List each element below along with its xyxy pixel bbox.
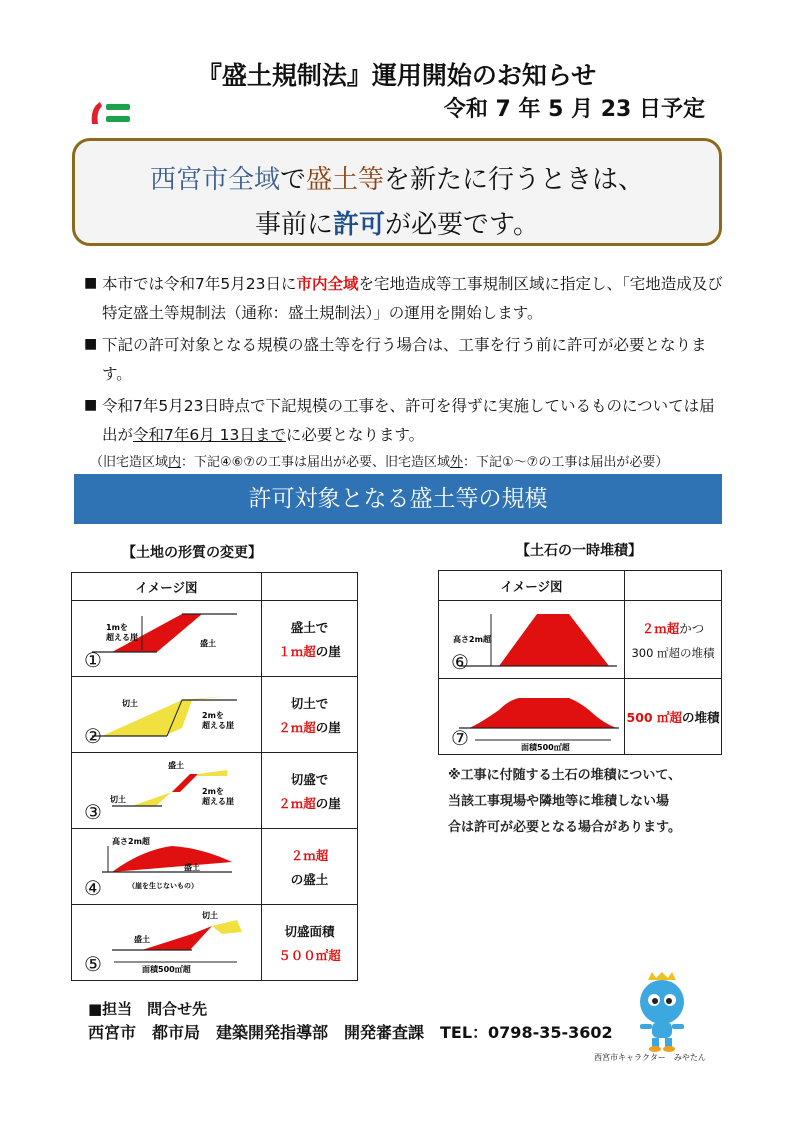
mascot-caption: 西宮市キャラクター みやたん xyxy=(594,1053,706,1062)
desc-cell xyxy=(261,905,357,981)
row-number: ④ xyxy=(84,876,102,900)
img-label: 高さ2m超 xyxy=(112,836,150,846)
img-label: 切土 xyxy=(202,910,218,920)
desc-line: 切盛面積 xyxy=(284,923,335,939)
nishinomiya-logo xyxy=(88,98,136,128)
text: 内 xyxy=(168,455,182,470)
contact-info: 西宮市 都市局 建築開発指導部 開発審査課 TEL：0798-35-3602 xyxy=(88,1023,613,1042)
img-label: （崖を生じないもの） xyxy=(128,881,198,890)
table-row xyxy=(72,905,358,981)
desc-cell xyxy=(261,829,357,905)
notice-morido: 盛土等 xyxy=(306,165,385,195)
row-number: ③ xyxy=(84,800,102,824)
schedule-date: 令和 7 年 5 月 23 日予定 xyxy=(443,97,705,122)
notice-text: が必要です。 xyxy=(385,210,539,240)
miyatan-mascot-image xyxy=(626,972,698,1052)
bullet-marker: ■ xyxy=(84,335,98,352)
img-label: 2mを xyxy=(202,710,224,720)
img-label: 2mを xyxy=(202,786,224,796)
img-label: 盛土 xyxy=(168,760,184,770)
note-line: ※工事に付随する土石の堆積について、 xyxy=(448,768,682,783)
image-cell xyxy=(72,753,262,829)
bullet-text xyxy=(102,270,724,329)
img-label: 高さ2m超 xyxy=(453,634,491,644)
image-cell xyxy=(72,829,262,905)
img-label: 盛土 xyxy=(200,638,216,648)
desc-line: の崖 xyxy=(315,795,341,811)
col-header-empty xyxy=(624,571,721,601)
text: （旧宅造区域 xyxy=(90,455,169,470)
img-label: 面積500㎡超 xyxy=(521,742,570,752)
bullet-item xyxy=(84,392,724,451)
bullet-text: 下記の許可対象となる規模の盛土等を行う場合は、工事を行う前に許可が必要となります。 xyxy=(102,335,707,384)
img-label: 1mを xyxy=(106,622,128,632)
table-row xyxy=(439,601,722,679)
text: に必要となります。 xyxy=(285,426,425,445)
desc-value: ２ｍ超 xyxy=(278,795,316,811)
desc-cell xyxy=(624,679,721,755)
bullet-marker: ■ xyxy=(84,275,98,291)
area-note xyxy=(90,451,668,470)
text: 本市では令和7年5月23日に xyxy=(102,275,297,293)
section-banner: 許可対象となる盛土等の規模 xyxy=(74,474,722,524)
col-header-empty xyxy=(261,573,357,601)
text: を宅地造成等工事規制区域に指定し、「宅地造成及び特定盛土等規制法（通称：盛土規制法）」の運用を開始します。 xyxy=(102,275,723,323)
text: 外 xyxy=(450,455,464,470)
img-label: 面積500㎡超 xyxy=(142,964,191,974)
row-number: ⑤ xyxy=(84,952,102,976)
text-emphasis: 市内全域 xyxy=(296,275,359,293)
desc-line: 切土で xyxy=(290,695,329,711)
notice-city-wide: 西宮市全域 xyxy=(149,165,280,195)
bullet-marker: ■ xyxy=(84,396,98,413)
desc-line: 切盛で xyxy=(290,771,329,787)
col-header: イメージ図 xyxy=(439,571,625,601)
image-cell xyxy=(72,677,262,753)
image-cell xyxy=(439,679,625,755)
bullet-item xyxy=(84,270,724,329)
img-label: 盛土 xyxy=(134,934,150,944)
desc-line: の堆積 xyxy=(681,709,720,725)
row-number: ⑦ xyxy=(451,726,469,750)
img-label: 切土 xyxy=(110,794,126,804)
img-label: 切土 xyxy=(122,698,138,708)
desc-value: ２ｍ超 xyxy=(290,847,329,863)
right-table xyxy=(438,570,722,755)
page-title: 『盛土規制法』運用開始のお知らせ xyxy=(196,61,597,90)
notice-line-2 xyxy=(75,204,719,241)
table-row xyxy=(72,829,358,905)
note-line: 当該工事現場や隣地等に堆積しない場 xyxy=(448,794,670,809)
desc-line: の崖 xyxy=(315,719,341,735)
desc-cell xyxy=(261,601,357,677)
notice-text: を新たに行うときは、 xyxy=(384,165,645,195)
bullet-item xyxy=(84,331,724,390)
row-number: ① xyxy=(84,648,102,672)
left-heading: 【土地の形質の変更】 xyxy=(122,545,262,561)
notice-box xyxy=(72,138,722,246)
image-cell xyxy=(439,601,625,679)
notice-text: で xyxy=(279,165,306,195)
desc-line: の崖 xyxy=(315,643,341,659)
desc-line: 300 ㎡超の堆積 xyxy=(631,645,715,660)
deadline-date: 令和7年6月 13日まで xyxy=(133,426,286,445)
notice-permission: 許可 xyxy=(333,210,386,240)
text: ：下記①～⑦の工事は届出が必要） xyxy=(463,455,669,470)
table-row xyxy=(72,601,358,677)
image-cell xyxy=(72,905,262,981)
img-label: 盛土 xyxy=(184,862,200,872)
row-number: ⑥ xyxy=(451,650,469,674)
bullet-text xyxy=(102,392,724,451)
col-header: イメージ図 xyxy=(72,573,262,601)
img-label: 超える崖 xyxy=(202,796,234,806)
desc-value: 500 ㎡超 xyxy=(626,709,682,725)
image-cell xyxy=(72,601,262,677)
desc-value: ２ｍ超 xyxy=(278,719,316,735)
desc-value: ２ｍ超 xyxy=(641,620,680,636)
desc-line: かつ xyxy=(679,620,705,636)
desc-cell xyxy=(624,601,721,679)
desc-cell xyxy=(261,753,357,829)
desc-value: ５００㎡超 xyxy=(278,947,341,963)
desc-cell xyxy=(261,677,357,753)
pile-note xyxy=(448,763,681,841)
table-row xyxy=(439,679,722,755)
table-row xyxy=(72,677,358,753)
notice-line-1 xyxy=(75,159,719,196)
notice-text: 事前に xyxy=(255,210,334,240)
text: 令和7年5月23日時点で下記規模の工事を、許可を得ずに実施しているものについては届出が xyxy=(102,396,715,445)
img-label: 超える崖 xyxy=(202,720,234,730)
desc-line: 盛土で xyxy=(290,619,329,635)
note-line: 合は許可が必要となる場合があります。 xyxy=(448,820,681,835)
text: ：下記④⑥⑦の工事は届出が必要、旧宅造区域 xyxy=(181,455,450,470)
right-heading: 【土石の一時堆積】 xyxy=(516,543,642,559)
img-label: 超える崖 xyxy=(106,632,138,642)
table-row xyxy=(72,753,358,829)
desc-line: の盛土 xyxy=(290,871,329,887)
desc-value: １ｍ超 xyxy=(278,643,316,659)
left-table xyxy=(71,572,358,981)
row-number: ② xyxy=(84,724,102,748)
contact-heading: ■担当 問合せ先 xyxy=(88,1000,208,1018)
bullet-list xyxy=(84,270,724,453)
